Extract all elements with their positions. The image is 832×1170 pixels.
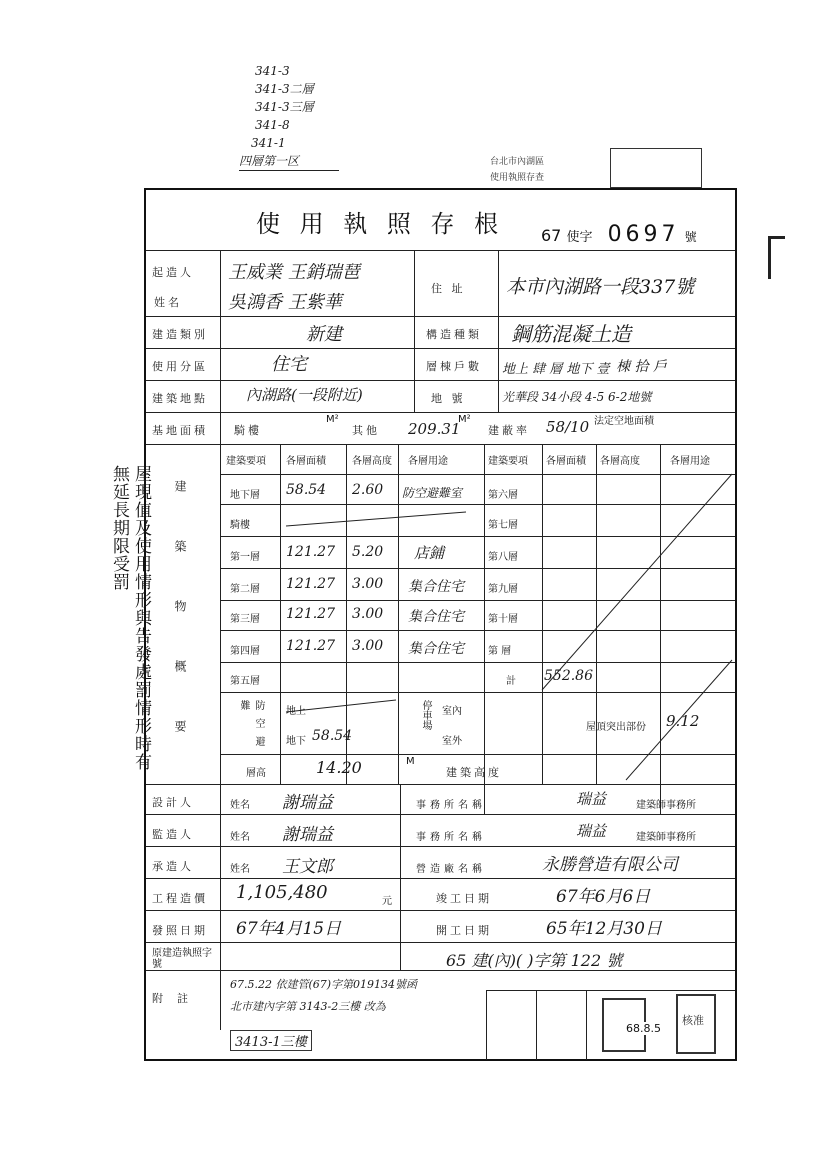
roof-value: 9.12 — [666, 712, 700, 730]
permit-number-value: 0697 — [607, 222, 680, 247]
floor-use: 防空避難室 — [402, 486, 463, 500]
floor-name: 第三層 — [230, 614, 260, 625]
floor-name: 第一層 — [230, 552, 260, 563]
designer-name-label: 姓名 — [230, 800, 250, 811]
floor-header: 建築要項 — [226, 456, 266, 467]
seal-text: 核准 — [682, 1014, 704, 1027]
contractor-firm: 永勝營造有限公司 — [542, 855, 678, 875]
orig-permit-label: 原建造執照字號 — [152, 948, 212, 970]
supervisor-firm: 瑞益 — [576, 822, 607, 840]
top-stamp-line: 341-1 — [251, 136, 286, 150]
designer-label: 設計人 — [152, 796, 194, 809]
shelter-below-value: 58.54 — [312, 728, 353, 744]
edge-mark — [768, 236, 785, 279]
building-height-label: 建築高度 — [446, 766, 502, 779]
roof-label: 屋頂突出部份 — [586, 722, 646, 733]
note-line-1: 67.5.22 依建管(67)字第019134號函 — [230, 978, 418, 991]
floor-header: 各層用途 — [670, 456, 710, 467]
floor-name-right: 第九層 — [488, 584, 518, 595]
location-label: 建築地點 — [152, 392, 208, 405]
floor-name-right: 計 — [506, 676, 516, 687]
archive-stamp — [490, 148, 710, 192]
side-note: 屋現值及使用情形與告發處罰情形時有無延長期限受罰 — [109, 465, 151, 771]
floor-name: 地下層 — [230, 490, 260, 501]
floor-height: 2.60 — [352, 482, 384, 498]
top-stamp-line: 341-8 — [255, 118, 290, 132]
builder-name: 王威業 王銷瑞琶 — [228, 262, 360, 283]
floors-value: 地上 肆 層 地下 壹 — [502, 362, 610, 377]
floor-header: 各層面積 — [546, 456, 586, 467]
structure-value: 鋼筋混凝土造 — [511, 322, 631, 346]
divider — [486, 990, 735, 991]
top-stamp-line: 341-3三層 — [255, 100, 314, 114]
designer-firm-label: 事務所名稱 — [416, 800, 486, 811]
location-value: 內湖路(一段附近) — [246, 386, 363, 404]
contractor-label: 承造人 — [152, 860, 194, 873]
lot-label: 地 號 — [431, 392, 466, 405]
permit-suffix: 號 — [684, 230, 697, 244]
area-unit: M² — [326, 414, 339, 425]
floor-name: 第五層 — [230, 676, 260, 687]
floor-height-label: 層高 — [246, 768, 266, 779]
shelter-below: 地下 — [286, 736, 306, 747]
divider — [220, 970, 221, 1030]
floor-name-right: 第八層 — [488, 552, 518, 563]
type-value: 新建 — [306, 324, 342, 345]
finish-value: 67年6月6日 — [556, 887, 651, 907]
floor-name-right: 第十層 — [488, 614, 518, 625]
shelter-label: 防空避難 — [238, 700, 264, 754]
other-value: 209.31 — [408, 420, 461, 438]
type-label: 建造類別 — [152, 328, 208, 341]
structure-label: 構造種類 — [426, 328, 482, 341]
floor-height: 3.00 — [352, 576, 384, 592]
supervisor-firm-suffix: 建築師事務所 — [636, 832, 696, 843]
start-label: 開工日期 — [436, 924, 492, 937]
permit-table — [144, 188, 737, 1061]
floor-height: 3.00 — [352, 606, 384, 622]
strike-line — [286, 700, 396, 712]
builder-sublabel: 姓名 — [154, 296, 182, 309]
indoor-label: 室內 — [442, 706, 462, 717]
area-label: 基地面積 — [152, 424, 208, 437]
builder-label: 起造人 — [152, 266, 194, 279]
floor-header: 各層高度 — [352, 456, 392, 467]
orig-permit-value: 65 建(內)( )字第 122 號 — [446, 951, 623, 970]
floor-header: 各層面積 — [286, 456, 326, 467]
floor-header: 各層用途 — [408, 456, 448, 467]
legal-open-label: 法定空地面積 — [594, 416, 654, 427]
divider — [146, 942, 735, 943]
outdoor-label: 室外 — [442, 736, 462, 747]
finish-label: 竣工日期 — [436, 892, 492, 905]
cost-unit: 元 — [382, 896, 392, 907]
page-title: 使 用 執 照 存 根 — [256, 210, 505, 238]
address-value: 本市內湖路一段337號 — [506, 276, 695, 298]
permit-prefix: 67 — [541, 226, 562, 245]
floor-use: 集合住宅 — [408, 579, 464, 595]
divider — [536, 990, 537, 1060]
floor-name-right: 第六層 — [488, 490, 518, 501]
other-unit: M² — [458, 414, 471, 425]
cost-value: 1,105,480 — [236, 882, 328, 903]
lot-value: 光華段 34小段 4-5 6-2地號 — [502, 390, 652, 404]
floor-header: 建築要項 — [488, 456, 528, 467]
floor-area: 121.27 — [286, 606, 335, 622]
issue-label: 發照日期 — [152, 924, 208, 937]
builder-name-2: 吳鴻香 王紫華 — [228, 292, 342, 313]
floor-height: 3.00 — [352, 638, 384, 654]
address-label: 住 址 — [431, 282, 466, 295]
supervisor-name-label: 姓名 — [230, 832, 250, 843]
top-stamp-block — [225, 62, 345, 182]
top-stamp-line: 四層第一区 — [239, 152, 339, 171]
divider — [486, 990, 487, 1060]
floor-height: 5.20 — [352, 544, 384, 560]
cost-label: 工程造價 — [152, 892, 208, 905]
strike-line — [626, 660, 732, 780]
supervisor-label: 監造人 — [152, 828, 194, 841]
contractor-name-label: 姓名 — [230, 864, 250, 875]
top-stamp-line: 341-3 — [255, 64, 290, 78]
note-line-2: 北市建內字第 3143-2三樓 改為 — [230, 1000, 386, 1013]
note-line-3: 3413-1三樓 — [230, 1030, 312, 1051]
archive-stamp-line: 使用執照存查 — [490, 173, 545, 183]
contractor-firm-label: 營造廠名稱 — [416, 864, 486, 875]
divider — [146, 814, 735, 815]
parking-label: 停車場 — [420, 700, 431, 730]
top-stamp-line: 341-3二層 — [255, 82, 314, 96]
coverage-value: 58/10 — [546, 418, 590, 436]
units-value: 棟 拾 戶 — [616, 359, 667, 375]
divider — [146, 910, 735, 911]
strike-line — [542, 474, 732, 690]
floor-area: 121.27 — [286, 638, 335, 654]
other-label: 其他 — [352, 424, 380, 437]
use-value: 住宅 — [271, 354, 307, 375]
designer-firm-suffix: 建築師事務所 — [636, 800, 696, 811]
arcade-label: 騎樓 — [234, 424, 262, 437]
total-area: 552.86 — [544, 668, 593, 684]
floor-name: 騎樓 — [230, 520, 250, 531]
bottom-date: 68.8.5 — [626, 1022, 661, 1035]
floor-area: 121.27 — [286, 576, 335, 592]
contractor-name: 王文郎 — [282, 857, 333, 877]
floor-use: 集合住宅 — [408, 609, 464, 625]
note-label: 附註 — [152, 992, 202, 1005]
supervisor-firm-label: 事務所名稱 — [416, 832, 486, 843]
divider — [146, 970, 735, 971]
strike-line — [286, 512, 466, 526]
divider — [146, 846, 735, 847]
floor-name-right: 第 層 — [488, 646, 512, 657]
floor-area: 121.27 — [286, 544, 335, 560]
use-label: 使用分區 — [152, 360, 208, 373]
floor-name-right: 第七層 — [488, 520, 518, 531]
floors-label: 層棟戶數 — [426, 360, 482, 373]
floor-name: 第二層 — [230, 584, 260, 595]
floor-height-value: 14.20 — [316, 758, 362, 777]
permit-label: 使字 — [566, 230, 593, 245]
coverage-label: 建蔽率 — [488, 424, 530, 437]
archive-stamp-line: 台北市內湖區 — [490, 157, 545, 167]
supervisor-name: 謝瑞益 — [282, 825, 333, 845]
divider — [586, 990, 587, 1060]
start-value: 65年12月30日 — [546, 919, 662, 939]
section-label: 建築物概要 — [173, 480, 187, 780]
floor-height-unit: M — [406, 756, 415, 767]
floor-use: 集合住宅 — [408, 641, 464, 657]
shelter-above: 地上 — [286, 706, 306, 717]
floor-area: 58.54 — [286, 482, 327, 498]
floor-header: 各層高度 — [600, 456, 640, 467]
archive-stamp-box — [610, 148, 702, 188]
floor-use: 店鋪 — [414, 544, 445, 562]
divider — [146, 878, 735, 879]
designer-firm: 瑞益 — [576, 790, 607, 808]
issue-value: 67年4月15日 — [236, 919, 342, 939]
floor-name: 第四層 — [230, 646, 260, 657]
designer-name: 謝瑞益 — [282, 793, 333, 813]
